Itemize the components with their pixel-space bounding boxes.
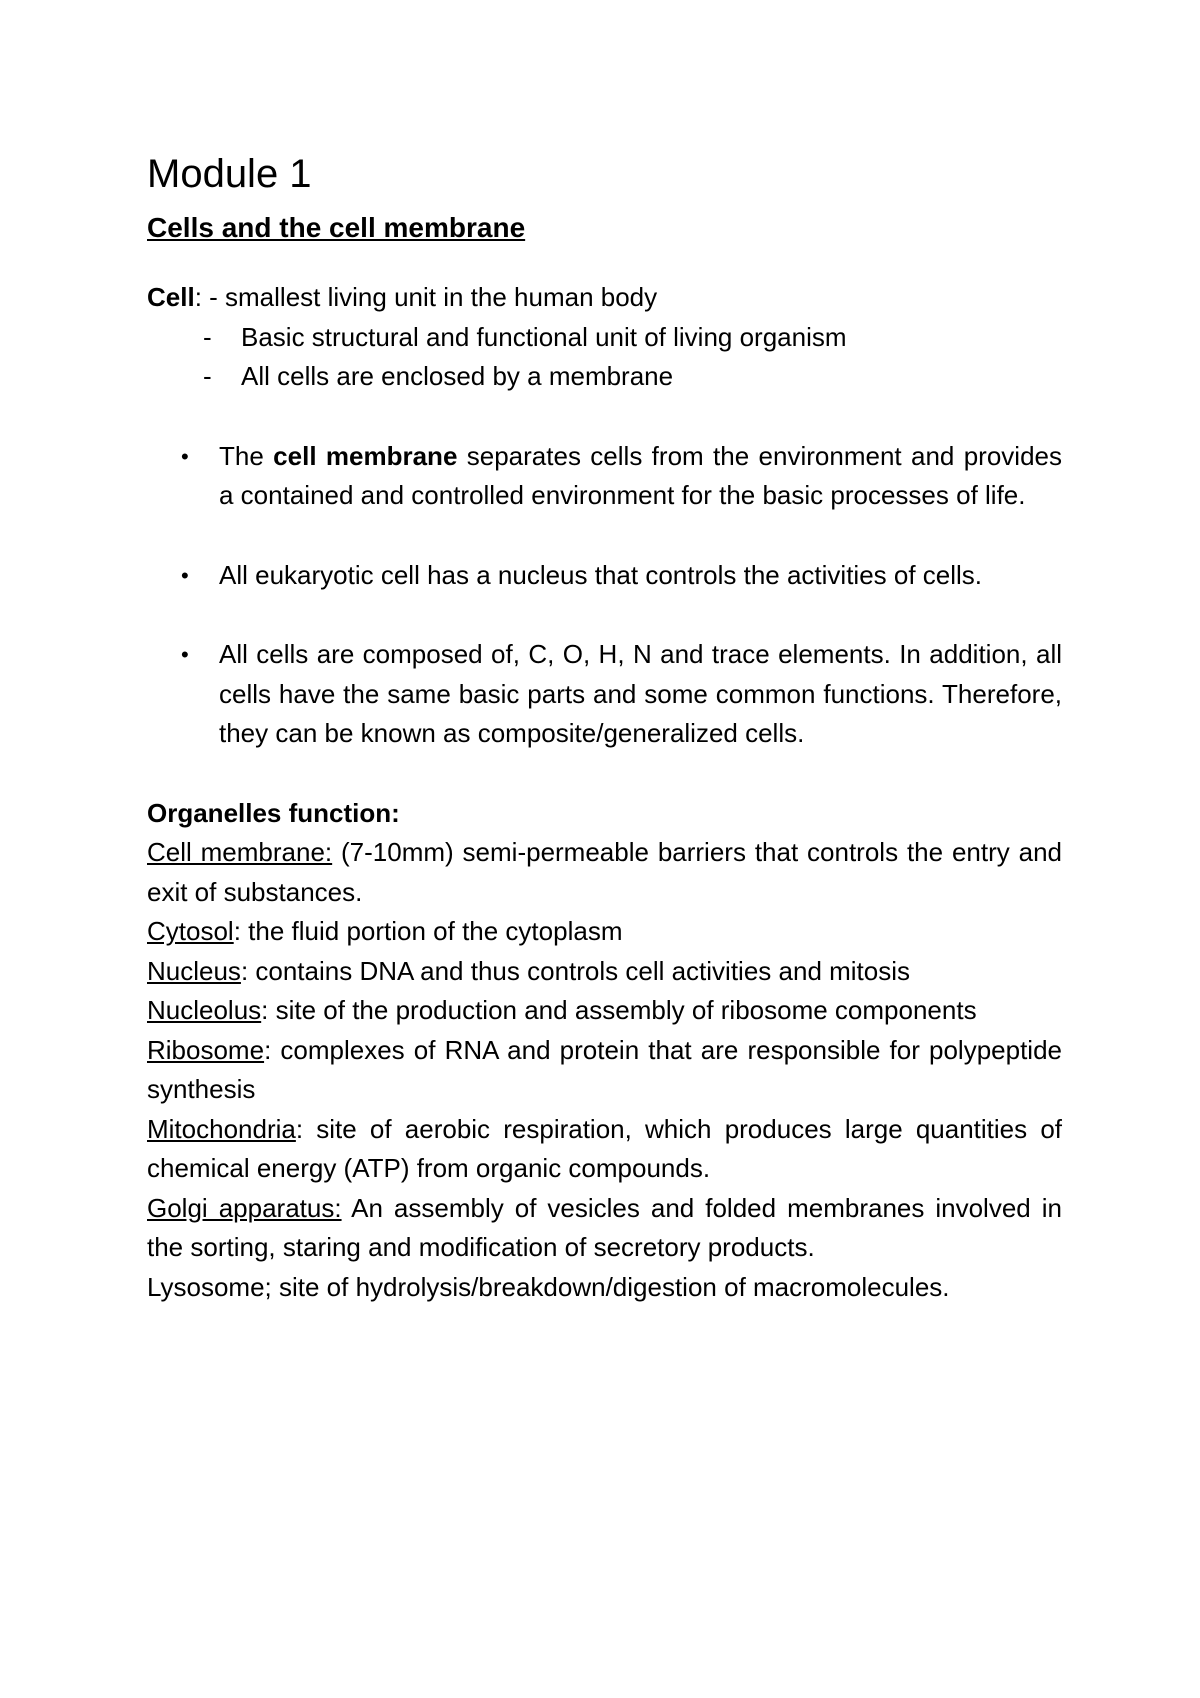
- dash-marker: -: [203, 321, 212, 352]
- bullet-bold-text: cell membrane: [273, 440, 458, 471]
- organelle-term: Cell membrane:: [147, 837, 333, 867]
- organelle-item: [147, 833, 1062, 912]
- organelle-item: [147, 1189, 1062, 1268]
- bullet-icon: •: [181, 562, 189, 588]
- organelle-term: Ribosome: [147, 1034, 265, 1065]
- bullet-text: All eukaryotic cell has a nucleus that controls the activities of cells.: [219, 559, 983, 590]
- organelle-term: Mitochondria: [147, 1113, 296, 1144]
- organelles-list: [147, 833, 1062, 1307]
- organelle-term: Cytosol: [147, 916, 234, 946]
- section-subtitle: Cells and the cell membrane: [147, 212, 526, 243]
- organelle-item: [147, 952, 1062, 992]
- dash-marker: -: [203, 361, 212, 391]
- bullet-item: [147, 437, 1062, 516]
- bullet-icon: •: [181, 443, 189, 469]
- organelle-desc: : site of the production and assembly of ribosome components: [261, 995, 977, 1025]
- organelle-item: [147, 991, 1062, 1031]
- document-page: [147, 150, 1062, 1307]
- organelle-desc: : the fluid portion of the cytoplasm: [233, 916, 623, 946]
- organelle-term: Nucleolus: [147, 995, 262, 1025]
- organelle-desc: Lysosome; site of hydrolysis/breakdown/digestion of macromolecules.: [147, 1271, 950, 1302]
- cell-definition: [147, 278, 1062, 318]
- organelles-heading: Organelles function:: [147, 797, 400, 828]
- organelle-term: Golgi apparatus:: [147, 1192, 342, 1223]
- organelle-item: [147, 1110, 1062, 1189]
- organelle-desc: : contains DNA and thus controls cell activities and mitosis: [240, 955, 911, 986]
- bullet-text: separates cells from the environment and provides a contained and controlled environment for the basic processes of life.: [219, 440, 1063, 510]
- list-item: [147, 357, 1062, 397]
- organelle-item: [147, 1031, 1062, 1110]
- organelle-desc: An assembly of vesicles and folded membranes involved in the sorting, staring and modification of secretory products.: [147, 1192, 1062, 1262]
- list-item-text: Basic structural and functional unit of living organism: [241, 321, 847, 352]
- bullet-item: [147, 556, 1062, 596]
- bullet-text: All cells are composed of, C, O, H, N and trace elements. In addition, all cells have the same basic parts and some common functions. Therefore, they can be known as composite/generalized cells.: [219, 639, 1062, 748]
- bullet-text: The: [219, 440, 274, 471]
- organelle-item: [147, 912, 1062, 952]
- cell-lead: : - smallest living unit in the human body: [194, 282, 658, 312]
- bullet-icon: •: [181, 642, 189, 667]
- organelle-term: Nucleus: [147, 955, 241, 986]
- cell-term: Cell: [147, 282, 195, 312]
- bullet-list: [147, 437, 1062, 754]
- organelle-desc: : complexes of RNA and protein that are responsible for polypeptide synthesis: [147, 1034, 1062, 1104]
- cell-definition-list: [147, 318, 1062, 397]
- list-item: [147, 318, 1062, 358]
- page-title: Module 1: [147, 152, 312, 196]
- list-item-text: All cells are enclosed by a membrane: [241, 361, 674, 391]
- bullet-item: [147, 635, 1062, 754]
- organelle-desc: (7-10mm) semi-permeable barriers that controls the entry and exit of substances.: [147, 837, 1062, 907]
- organelle-desc: : site of aerobic respiration, which produces large quantities of chemical energy (ATP) from organic compounds.: [147, 1113, 1062, 1183]
- organelle-item: [147, 1268, 1062, 1308]
